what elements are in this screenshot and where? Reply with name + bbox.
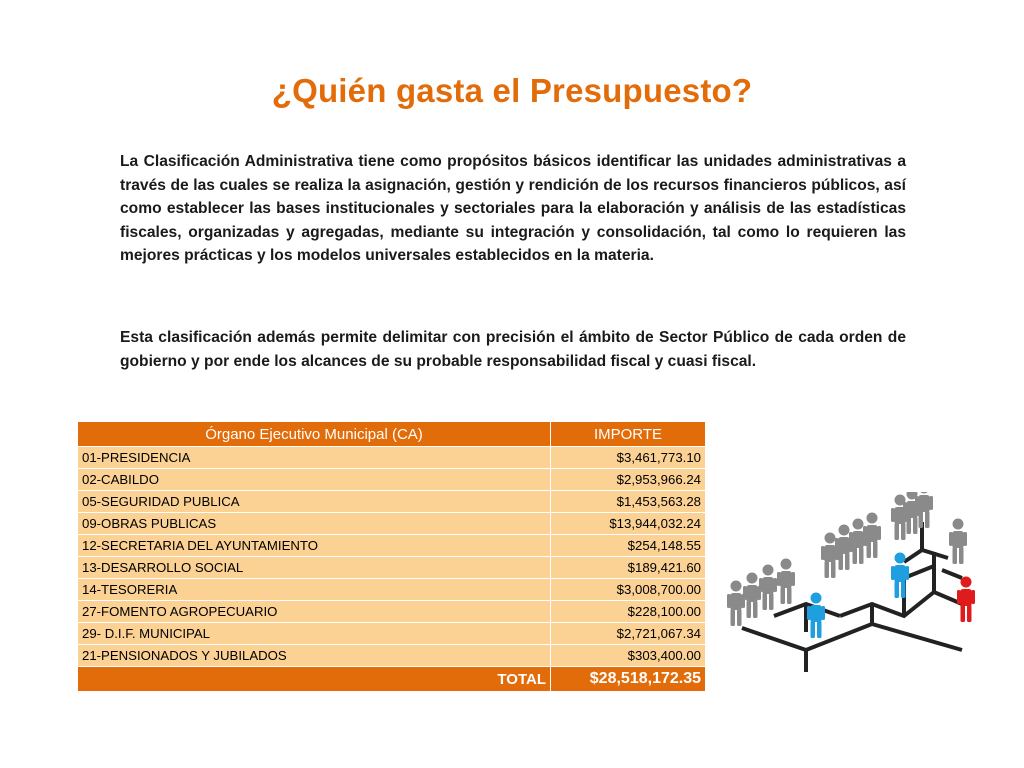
column-header-organ: Órgano Ejecutivo Municipal (CA) — [78, 422, 551, 447]
organ-name: 09-OBRAS PUBLICAS — [78, 513, 551, 535]
organ-name: 21-PENSIONADOS Y JUBILADOS — [78, 645, 551, 667]
table-row — [78, 469, 706, 491]
organ-name: 27-FOMENTO AGROPECUARIO — [78, 601, 551, 623]
table-row — [78, 513, 706, 535]
total-row — [78, 667, 706, 692]
organ-name: 12-SECRETARIA DEL AYUNTAMIENTO — [78, 535, 551, 557]
org-chart-illustration — [722, 492, 998, 672]
organ-amount: $13,944,032.24 — [551, 513, 706, 535]
page-title: ¿Quién gasta el Presupuesto? — [271, 72, 753, 109]
organ-amount: $303,400.00 — [551, 645, 706, 667]
gray-figures — [727, 492, 967, 626]
organ-amount: $1,453,563.28 — [551, 491, 706, 513]
table-row — [78, 557, 706, 579]
organ-amount: $228,100.00 — [551, 601, 706, 623]
table-row — [78, 601, 706, 623]
intro-paragraph: La Clasificación Administrativa tiene como propósitos básicos identificar las unidades administrativas a través de las cuales se realiza la asignación, gestión y rendición de los recursos financieros públicos, así como establecer las bases institucionales y sectoriales para la elaboración y análisis de las estadísticas fiscales, organizadas y agregadas, mediante su integración y consolidación, tal como lo requieren las mejores prácticas y los modelos universales establecidos en la materia. — [120, 153, 906, 265]
organ-amount: $189,421.60 — [551, 557, 706, 579]
total-label: TOTAL — [78, 667, 551, 692]
table-row — [78, 491, 706, 513]
organ-name: 14-TESORERIA — [78, 579, 551, 601]
table-header-row — [78, 422, 706, 447]
organ-name: 01-PRESIDENCIA — [78, 447, 551, 469]
organ-amount: $2,953,966.24 — [551, 469, 706, 491]
red-figure — [957, 577, 975, 623]
organ-amount: $3,008,700.00 — [551, 579, 706, 601]
organ-amount: $254,148.55 — [551, 535, 706, 557]
table-row — [78, 623, 706, 645]
table-row — [78, 645, 706, 667]
organ-name: 13-DESARROLLO SOCIAL — [78, 557, 551, 579]
organ-amount: $3,461,773.10 — [551, 447, 706, 469]
organ-name: 05-SEGURIDAD PUBLICA — [78, 491, 551, 513]
organ-amount: $2,721,067.34 — [551, 623, 706, 645]
organ-name: 02-CABILDO — [78, 469, 551, 491]
column-header-amount: IMPORTE — [551, 422, 706, 447]
table-row — [78, 579, 706, 601]
organ-name: 29- D.I.F. MUNICIPAL — [78, 623, 551, 645]
table-row — [78, 447, 706, 469]
scope-paragraph: Esta clasificación además permite delimitar con precisión el ámbito de Sector Público de cada orden de gobierno y por ende los alcances de su probable responsabilidad fiscal y cuasi fiscal. — [120, 329, 906, 370]
blue-figures — [807, 553, 909, 639]
total-amount: $28,518,172.35 — [551, 667, 706, 692]
table-row — [78, 535, 706, 557]
budget-table — [77, 421, 706, 692]
